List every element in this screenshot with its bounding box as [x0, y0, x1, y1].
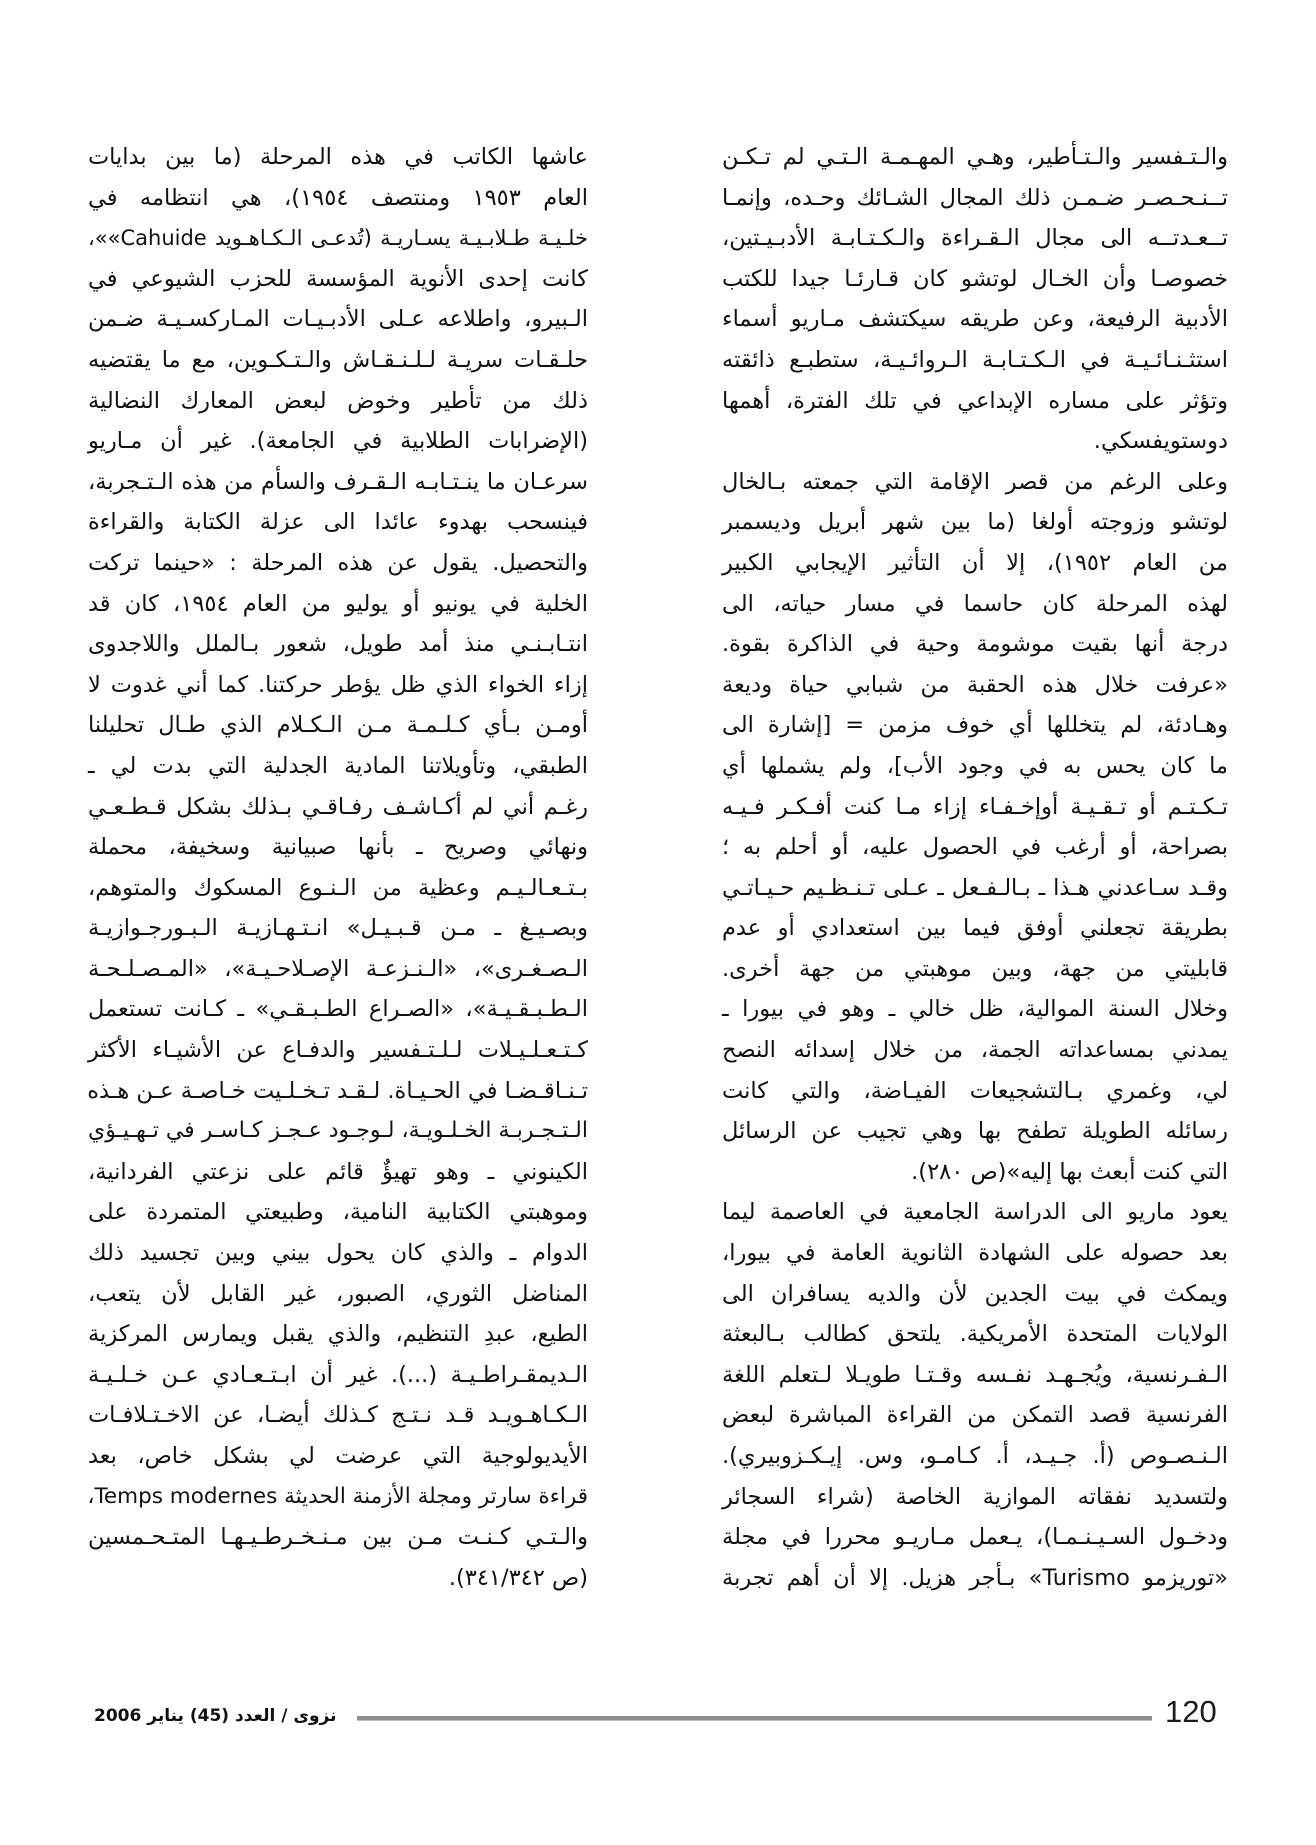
text-line: إزاء الخواء الذي ظل يؤطر حركتنا. كما أني غدوت لا — [88, 671, 588, 698]
text-line: ولتسديد نفقاته الموازية الخاصة (شراء السجائر — [722, 1483, 1228, 1510]
text-line: (ص ٣٤١/٣٤٢). — [448, 1564, 588, 1591]
text-line: الأيديولوجية التي عرضت لي بشكل خاص، بعد — [88, 1443, 588, 1469]
text-line: التي كنت أبعث بها إليه»(ص ٢٨٠). — [911, 1158, 1228, 1185]
text-line: الـديمقـراطـيـة (...). غير أن ابـتـعـادي عـن خـلـيـة — [88, 1361, 588, 1388]
text-line: وعلى الرغم من قصر الإقامة التي جمعته بـالخال — [722, 468, 1228, 495]
left-column — [88, 137, 588, 1598]
text-line: أومـن بـأي كـلـمـة مـن الـكـلام الذي طـال تحليلنا — [88, 712, 588, 739]
text-line: حلـقـات سريـة لـلـنـقـاش والـتـكـوين، مع ما يقتضيه — [88, 346, 588, 373]
text-line: درجة أنها بقيت موشومة وحية في الذاكرة بقوة. — [722, 631, 1228, 658]
text-line: بـتـعـالـيـم وعظية من الـنـوع المسكوك والمتوهم، — [88, 874, 588, 901]
text-line: الكينوني ـ وهو تهيؤٌ قائم على نزعتي الفردانية، — [88, 1158, 588, 1185]
text-line: كـتـعـلـيـلات لـلـتـفسير والدفـاع عن الأشيـاء الأكثر — [88, 1037, 588, 1064]
text-line: بصراحة، أو أرغب في الحصول عليه، أو أحلم به ؛ — [722, 834, 1228, 861]
text-line: لوتشو وزوجته أولغا (ما بين شهر أبريل وديسمبر — [722, 509, 1228, 536]
text-line: الطبقي، وتأويلاتنا المادية الجدلية التي بدت لي ـ — [88, 752, 588, 779]
page-number: 120 — [1165, 1694, 1217, 1729]
text-line: الـبيرو، واطلاعه عـلى الأدبـيـات المـاركسـيـة ضـمن — [88, 306, 588, 333]
text-line: الـنـصـوص (أ. جـيـد، أ. كـامـو، وس. إيـكـزوبيري). — [722, 1443, 1228, 1469]
text-line: كانت إحدى الأنوية المؤسسة للحزب الشيوعي في — [88, 265, 588, 292]
text-line: رسائله الطويلة تطفح بها وهي تجيب عن الرسائل — [722, 1118, 1228, 1145]
text-line: «عرفت خلال هذه الحقبة من شبابي حياة وديعة — [722, 671, 1228, 698]
text-line: رغـم أني لم أكـاشـف رفـاقـي بـذلك بشكل قـطـعـي — [88, 793, 588, 820]
text-line: فينسحب بهدوء عائدا الى عزلة الكتابة والقراءة — [88, 509, 588, 536]
text-line: ونهائي وصريح ـ بأنها صبيانية وسخيفة، محملة — [88, 834, 588, 861]
text-line: المناضل الثوري، الصبور، غير القابل لأن يتعب، — [88, 1280, 588, 1307]
text-line: ويمكث في بيت الجدين لأن والديه يسافران الى — [722, 1280, 1228, 1307]
text-line: الـصـغـرى»، «الـنـزعـة الإصـلاحـيـة»، «المـصـلـحـة — [88, 955, 588, 982]
text-line: وخلال السنة الموالية، ظل خالي ـ وهو في بيورا ـ — [722, 996, 1228, 1023]
footer-rule — [357, 1716, 1152, 1721]
text-line: الولايات المتحدة الأمريكية. يلتحق كطالب بـالبعثة — [722, 1321, 1228, 1348]
text-line: (الإضرابات الطلابية في الجامعة). غير أن مـاريو — [88, 428, 588, 455]
text-line: العام ١٩٥٣ ومنتصف ١٩٥٤)، هي انتظامه في — [88, 184, 588, 211]
text-line: تــعـدتــه الى مجال الـقـراءة والـكـتـابـة الأدبـيـتين، — [722, 225, 1228, 252]
text-line: خصوصـا وأن الخـال لوتشو كان قـارئـا جيدا للكتب — [722, 265, 1228, 292]
text-line: استثـنـائـيـة في الـكـتـابـة الـروائـيـة، ستطبـع ذائقته — [722, 346, 1228, 373]
text-line: يعود ماريو الى الدراسة الجامعية في العاصمة ليما — [722, 1199, 1228, 1226]
text-line: الـفـرنسية، ويُجـهـد نفـسه وقـتـا طويـلا لـتعلم اللغة — [722, 1361, 1228, 1388]
text-line: لهذه المرحلة كان حاسما في مسار حياته، الى — [722, 590, 1228, 617]
text-line: بعد حصوله على الشهادة الثانوية العامة في بيورا، — [722, 1240, 1228, 1267]
text-line: قراءة سارتر ومجلة الأزمنة الحديثة Temps modernes، — [87, 1483, 588, 1509]
text-line: وهـادئة، لم يتخللها أي خوف مزمن = [إشارة الى — [722, 712, 1228, 739]
text-line: عاشها الكاتب في هذه المرحلة (ما بين بدايات — [88, 144, 588, 170]
text-line: وبصـيـغ ـ مـن قـبـيـل» انـتـهـازيـة الـبـورجـوازيـة — [88, 915, 588, 942]
text-line: الخلية في يونيو أو يوليو من العام ١٩٥٤، كان قد — [88, 590, 588, 617]
text-line: لي، وغمري بـالتشجيعات الفيـاضة، والتي كانت — [722, 1077, 1228, 1104]
text-line: وتؤثر على مساره الإبداعي في تلك الفترة، أهمها — [722, 387, 1228, 414]
right-column — [722, 137, 1228, 1598]
text-line: وموهبتي الكتابية النامية، وطبيعتي المتمردة على — [88, 1199, 588, 1226]
text-line: والـتـي كـنـت مـن بين مـنـخـرطـيـهـا المتـحـمسين — [88, 1524, 588, 1551]
text-line: سرعـان ما ينـتـابـه الـقـرف والسأم من هذه الـتـجربة، — [88, 468, 588, 495]
text-line: «توريزمو Turismo» بـأجر هزيل. إلا أن أهم تجربة — [722, 1564, 1228, 1591]
text-line: وقـد سـاعدني هـذا ـ بـالـفـعل ـ عـلى تـنـظـيم حـيـاتـي — [722, 874, 1228, 901]
text-line: انتـابـنـي منذ أمد طويل، شعور بـالملل واللاجدوى — [88, 631, 588, 658]
text-line: دوستويفسكي. — [1093, 428, 1228, 455]
text-line: والـتـفسير والـتـأطير، وهـي المهـمـة الـتـي لم تـكـن — [722, 144, 1228, 170]
text-line: الـطـبـقـيـة»، «الصـراع الطـبـقـي» ـ كـانت تستعمل — [88, 996, 588, 1023]
footer-magazine-issue: نزوى / العدد (45) يناير 2006 — [94, 1706, 337, 1726]
text-line: من العام ١٩٥٢)، إلا أن التأثير الإيجابي الكبير — [722, 549, 1228, 576]
text-line: الـكـاهـويـد قـد نـتـج كـذلك أيضـا، عن الاخـتـلافـات — [88, 1402, 588, 1429]
text-line: الأدبية الرفيعة، وعن طريقه سيكتشف مـاريو أسماء — [722, 306, 1228, 333]
text-line: والتحصيل. يقول عن هذه المرحلة : «حينما تركت — [88, 549, 588, 576]
text-line: يمدني بمساعداته الجمة، من خلال إسدائه النصح — [722, 1037, 1228, 1064]
text-line: خلـيـة طـلابـيـة يسـاريـة (تُدعـى الـكـاهـويد Cahuide»»، — [88, 226, 588, 251]
text-line: تـنـاقـضـا في الحـيـاة. لـقـد تـخـلـيت خـاصـة عـن هـذه — [87, 1077, 588, 1104]
text-line: ذلك من تأطير وخوض لبعض المعارك النضالية — [88, 387, 588, 414]
text-line: قابليتي من جهة، وبين موهبتي من جهة أخرى. — [722, 955, 1228, 982]
text-line: تـكـتـم أو تـقـيـة أوإخـفـاء إزاء مـا كنت أفـكـر فـيـه — [722, 793, 1228, 820]
text-line: الفرنسية قصد التمكن من القراءة المباشرة لبعض — [722, 1402, 1228, 1429]
text-line: الدوام ـ والذي كان يحول بيني وبين تجسيد ذلك — [88, 1240, 588, 1267]
text-line: الطيع، عبدِ التنظيم، والذي يقبل ويمارس المركزية — [88, 1321, 588, 1348]
text-line: تــنـحـصـر ضـمـن ذلك المجال الشـائك وحـده، وإنمـا — [722, 184, 1228, 211]
text-line: الـتـجـربـة الخـلـويـة، لـوجـود عـجـز كـاسـر في تـهـيـؤي — [88, 1118, 588, 1144]
text-line: بطريقة تجعلني أوفق فيما بين استعدادي أو عدم — [722, 915, 1228, 942]
text-line: ما كان يحس به في وجود الأب]، ولم يشملها أي — [722, 752, 1228, 779]
text-line: ودخـول السـيـنـمـا)، يـعمل مـاريـو محررا في مجلة — [722, 1524, 1228, 1551]
